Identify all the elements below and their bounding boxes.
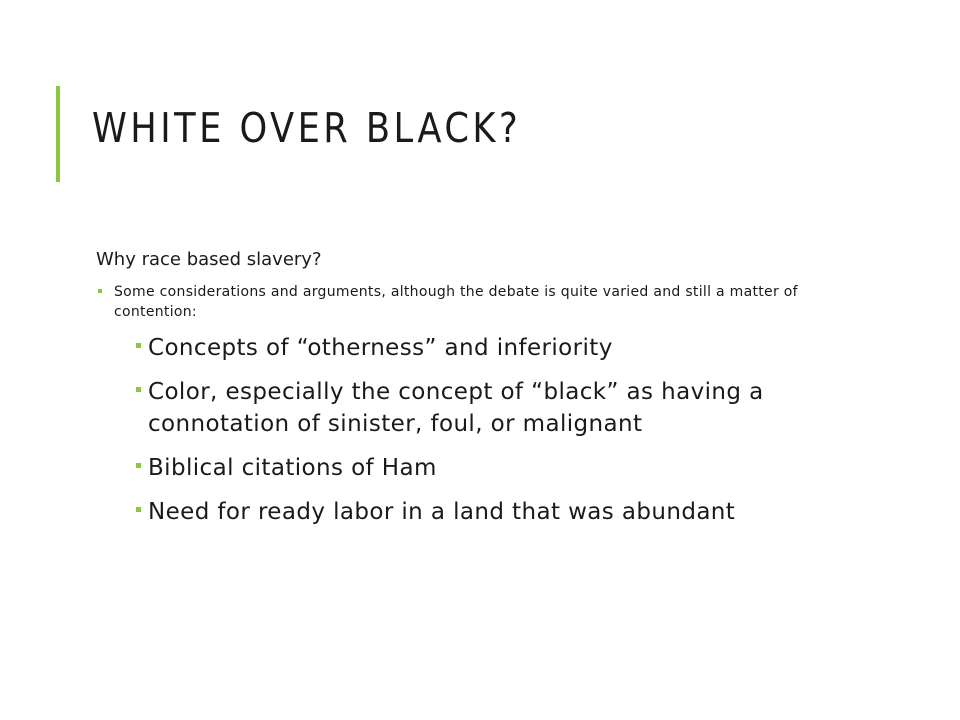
square-bullet-icon	[136, 463, 141, 468]
bullet-level3-text: Color, especially the concept of “black” as having a connotation of sinister, foul, or malignant	[148, 379, 764, 437]
bullet-level3-item	[136, 496, 836, 528]
slide-title: WHITE OVER BLACK?	[92, 104, 522, 152]
square-bullet-icon	[136, 387, 141, 392]
bullet-level3-list	[96, 332, 836, 528]
bullet-level3-item	[136, 452, 836, 484]
bullet-level3-text: Concepts of “otherness” and inferiority	[148, 335, 613, 361]
square-bullet-icon	[98, 289, 102, 293]
bullet-level3-text: Biblical citations of Ham	[148, 455, 437, 481]
slide-content	[96, 248, 836, 540]
bullet-level3-item	[136, 332, 836, 364]
square-bullet-icon	[136, 343, 141, 348]
bullet-level2-text: Some considerations and arguments, although the debate is quite varied and still a matter of contention:	[114, 284, 798, 320]
title-accent-bar	[56, 86, 60, 182]
square-bullet-icon	[136, 507, 141, 512]
bullet-level1-text: Why race based slavery?	[96, 249, 322, 270]
bullet-level3-text: Need for ready labor in a land that was abundant	[148, 499, 736, 525]
bullet-level2	[96, 282, 836, 322]
bullet-level3-item	[136, 376, 836, 440]
